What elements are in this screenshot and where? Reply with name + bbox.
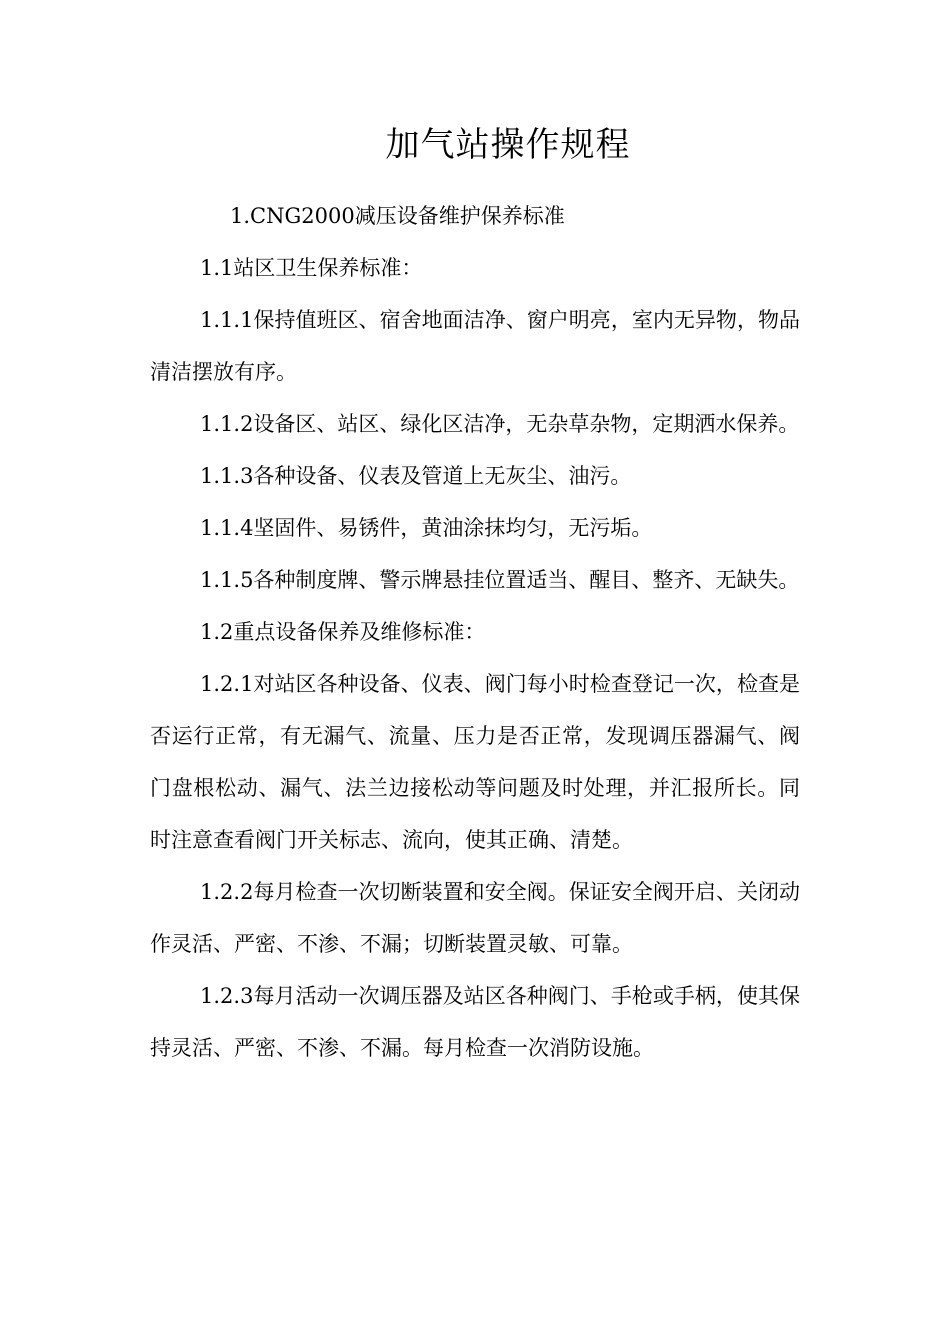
document-title: 加气站操作规程 <box>385 125 631 165</box>
paragraph-1-2-2: 1.2.2每月检查一次切断装置和安全阀。保证安全阀开启、关闭动作灵活、严密、不渗、不漏；切断装置灵敏、可靠。 <box>150 880 800 956</box>
paragraph-1-1-1: 1.1.1保持值班区、宿舍地面洁净、窗户明亮，室内无异物，物品清洁摆放有序。 <box>150 308 800 384</box>
paragraph-1-1-3: 1.1.3各种设备、仪表及管道上无灰尘、油污。 <box>200 464 632 488</box>
document-body <box>150 190 800 1074</box>
section-heading-1: 1.CNG2000减压设备维护保养标准 <box>230 204 565 228</box>
subsection-heading-1-1: 1.1站区卫生保养标准： <box>200 256 423 280</box>
paragraph-1-1-2: 1.1.2设备区、站区、绿化区洁净，无杂草杂物，定期洒水保养。 <box>200 412 800 436</box>
paragraph-1-2-3: 1.2.3每月活动一次调压器及站区各种阀门、手枪或手柄，使其保持灵活、严密、不渗、不漏。每月检查一次消防设施。 <box>150 984 800 1060</box>
paragraph-1-2-1: 1.2.1对站区各种设备、仪表、阀门每小时检查登记一次，检查是否运行正常，有无漏气、流量、压力是否正常，发现调压器漏气、阀门盘根松动、漏气、法兰边接松动等问题及时处理，并汇报所长。同时注意查看阀门开关标志、流向，使其正确、清楚。 <box>150 672 800 852</box>
subsection-heading-1-2: 1.2重点设备保养及维修标准： <box>200 620 486 644</box>
paragraph-1-1-5: 1.1.5各种制度牌、警示牌悬挂位置适当、醒目、整齐、无缺失。 <box>200 568 800 592</box>
paragraph-1-1-4: 1.1.4坚固件、易锈件，黄油涂抹均匀，无污垢。 <box>200 516 653 540</box>
